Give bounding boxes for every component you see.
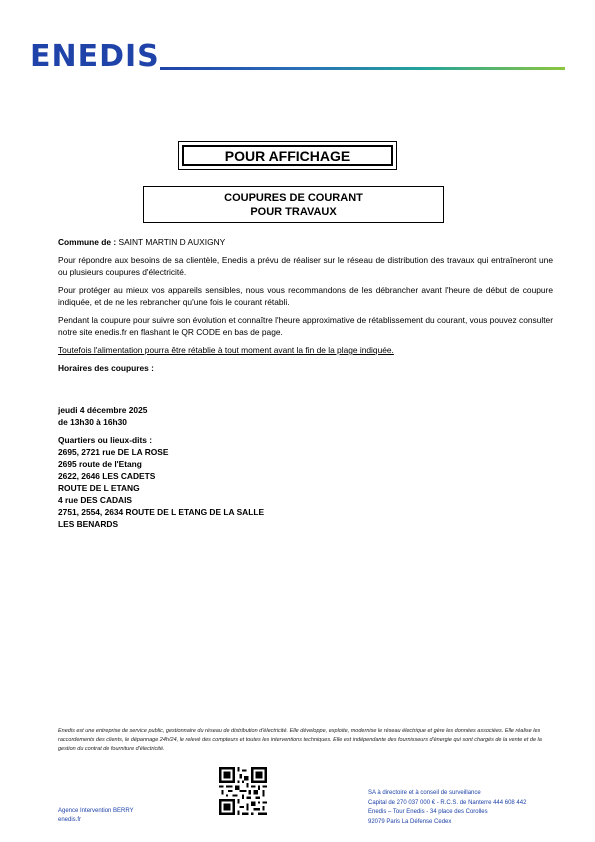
location-item: 2695 route de l'Etang	[58, 459, 142, 469]
notice-subtitle-line2: POUR TRAVAUX	[250, 205, 337, 218]
paragraph-1: Pour répondre aux besoins de sa clientèle, Enedis a prévu de réaliser sur le réseau de distribution des travaux qui entraîneront une ou plusieurs coupures d'électricité.	[58, 255, 553, 277]
notice-body	[58, 236, 553, 530]
notice-title: POUR AFFICHAGE	[182, 145, 393, 166]
legal-line: Enedis – Tour Enedis - 34 place des Corolles	[368, 809, 488, 815]
agency-name: Agence Intervention BERRY	[58, 808, 134, 814]
enedis-logo: ENEDIS	[30, 39, 160, 74]
website-link[interactable]: enedis.fr	[58, 817, 82, 823]
qr-code-icon[interactable]	[219, 767, 267, 815]
commune-value: SAINT MARTIN D AUXIGNY	[118, 237, 226, 247]
warning-text: Toutefois l'alimentation pourra être rétablie à tout moment avant la fin de la plage indiquée.	[58, 345, 394, 355]
location-item: 4 rue DES CADAIS	[58, 495, 132, 505]
legal-line: SA à directoire et à conseil de surveillance	[368, 790, 481, 796]
locations-label: Quartiers ou lieux-dits :	[58, 435, 153, 445]
notice-subtitle-line1: COUPURES DE COURANT	[224, 191, 363, 204]
spacer	[58, 380, 553, 404]
notice-title-box	[178, 141, 397, 170]
location-item: 2622, 2646 LES CADETS	[58, 471, 156, 481]
location-item: LES BENARDS	[58, 519, 119, 529]
legal-line: 92079 Paris La Défense Cedex	[368, 818, 452, 825]
location-item: ROUTE DE L ETANG	[58, 483, 140, 493]
outage-time: de 13h30 à 16h30	[58, 417, 127, 427]
paragraph-2: Pour protéger au mieux vos appareils sensibles, nous vous recommandons de les débrancher avant l'heure de début de coupure indiquée, et de ne les rebrancher qu'une fois le courant rétabli.	[58, 285, 553, 307]
company-description: Enedis est une entreprise de service public, gestionnaire du réseau de distribution d'électricité. Elle développe, exploite, modernise le réseau électrique et gère les données associées. Elle réalise les raccordements des clients, le dépannage 24h/24, le relevé des compteurs et toutes les interventions techniques. Elle est indépendante des fournisseurs d'énergie qui sont chargés de la vente et de la gestion du contrat de fourniture d'électricité.	[58, 728, 542, 752]
legal-line: Capital de 270 037 000 € - R.C.S. de Nanterre 444 608 442	[368, 799, 527, 806]
outage-date: jeudi 4 décembre 2025	[58, 405, 148, 415]
schedule-label: Horaires des coupures :	[58, 363, 154, 373]
paragraph-3: Pendant la coupure pour suivre son évolution et connaître l'heure approximative de rétablissement du courant, vous pouvez consulter notre site enedis.fr en flashant le QR CODE en bas de page.	[58, 315, 553, 337]
commune-label: Commune de :	[58, 237, 117, 247]
agency-block	[58, 807, 134, 825]
header-divider	[160, 67, 565, 70]
location-item: 2695, 2721 rue DE LA ROSE	[58, 447, 169, 457]
commune-line	[58, 236, 553, 248]
legal-block	[368, 789, 526, 827]
location-item: 2751, 2554, 2634 ROUTE DE L ETANG DE LA SALLE	[58, 507, 265, 517]
notice-subtitle-box	[143, 186, 444, 223]
